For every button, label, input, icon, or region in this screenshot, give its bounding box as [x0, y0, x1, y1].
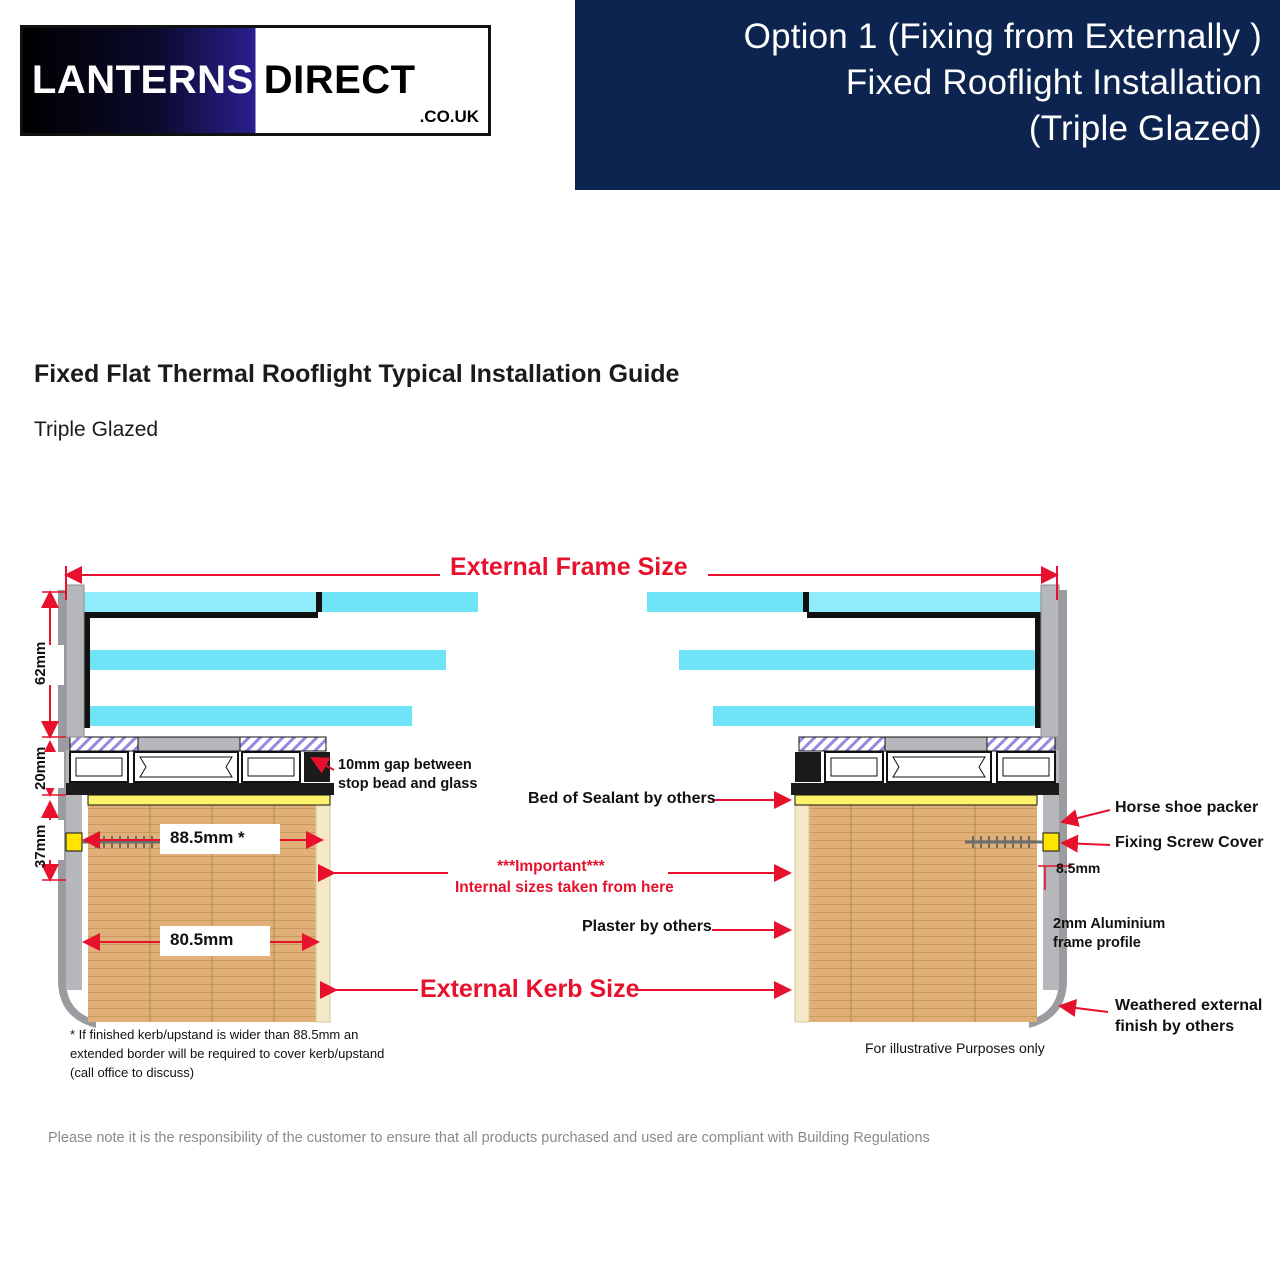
label-external-kerb-size: External Kerb Size — [420, 975, 640, 1003]
label-horse-shoe-packer: Horse shoe packer — [1115, 799, 1259, 816]
dimension-88-5mm: 88.5mm * — [170, 828, 245, 847]
label-weathered-line1: Weathered external — [1115, 997, 1263, 1014]
label-plaster-by-others: Plaster by others — [582, 918, 712, 935]
page-title: Fixed Flat Thermal Rooflight Typical Installation Guide — [34, 360, 680, 388]
header-title-line-1: Option 1 (Fixing from Externally ) — [743, 17, 1262, 56]
label-external-frame-size: External Frame Size — [450, 553, 688, 581]
label-alu-profile-line2: frame profile — [1053, 935, 1141, 951]
page-subtitle: Triple Glazed — [34, 418, 159, 441]
header-title-line-3: (Triple Glazed) — [1028, 109, 1262, 148]
dimension-62mm: 62mm — [32, 641, 49, 685]
compliance-footer-note: Please note it is the responsibility of the customer to ensure that all products purchased and used are compliant with Building Regulations — [48, 1130, 930, 1146]
dimension-37mm: 37mm — [32, 824, 49, 868]
label-important-line1: ***Important*** — [497, 858, 605, 875]
dimension-8-5mm: 8.5mm — [1056, 860, 1101, 876]
label-weathered-line2: finish by others — [1115, 1018, 1235, 1035]
label-gap-note-line2: stop bead and glass — [338, 776, 478, 792]
label-gap-note-line1: 10mm gap between — [338, 757, 472, 773]
label-important-line2: Internal sizes taken from here — [455, 879, 674, 896]
asterisk-note: * If finished kerb/upstand is wider than 88.5mm an extended border will be required to cover kerb/upstand (call office to discuss) — [70, 1027, 385, 1080]
label-fixing-screw-cover: Fixing Screw Cover — [1115, 834, 1264, 851]
logo-word-direct: DIRECT — [263, 58, 416, 102]
dimension-80-5mm: 80.5mm — [170, 930, 234, 949]
dimension-20mm: 20mm — [32, 746, 49, 790]
header-title-line-2: Fixed Rooflight Installation — [845, 63, 1262, 102]
logo-word-lanterns: LANTERNS — [31, 58, 254, 102]
logo-suffix: .CO.UK — [419, 107, 480, 126]
illustrative-note: For illustrative Purposes only — [865, 1040, 1045, 1056]
label-alu-profile-line1: 2mm Aluminium — [1053, 916, 1166, 932]
label-bed-of-sealant: Bed of Sealant by others — [528, 790, 716, 807]
